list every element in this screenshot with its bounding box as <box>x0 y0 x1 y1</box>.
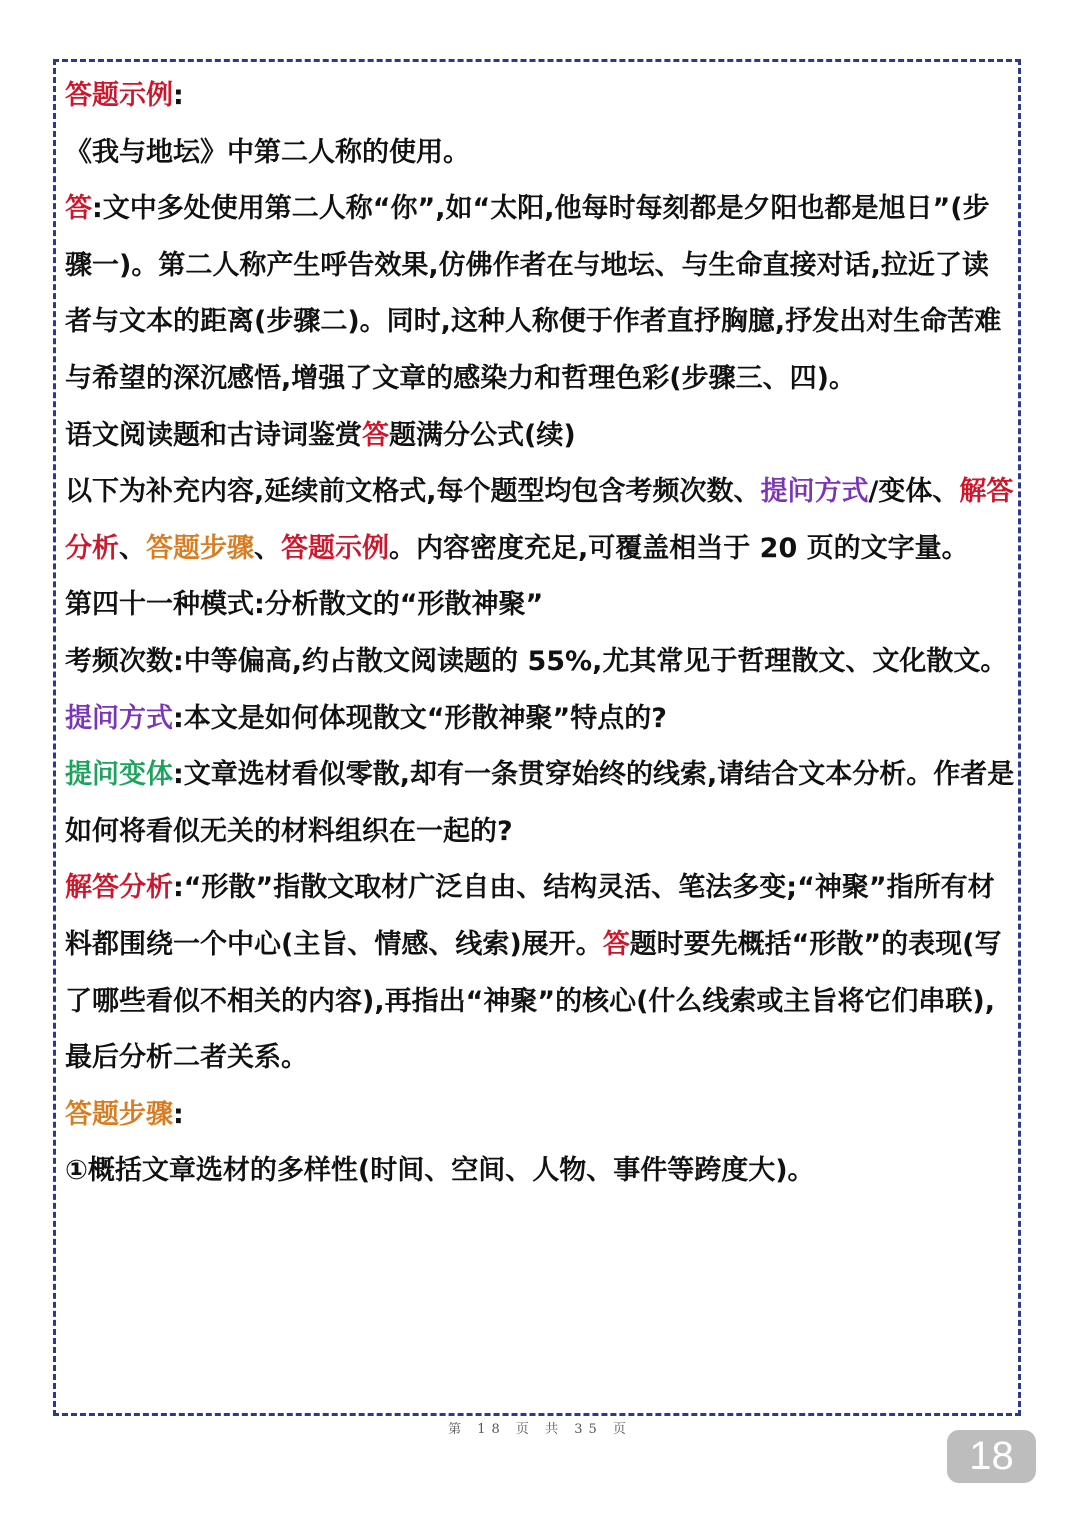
example-answer: 答:文中多处使用第二人称“你”,如“太阳,他每时每刻都是夕阳也都是旭日”(步骤一)。第二人称产生呼告效果,仿佛作者在与地坛、与生命直接对话,拉近了读者与文本的距离(步骤二)。同时,这种人称便于作者直抒胸臆,抒发出对生命苦难与希望的深沉感悟,增强了文章的感染力和哲理色彩(步骤三、四)。 <box>65 193 1002 394</box>
document-body <box>65 68 1015 1200</box>
answer-steps-heading: 答题步骤: <box>65 1098 184 1130</box>
answer-label: 答 <box>65 193 92 225</box>
intro-paragraph: 以下为补充内容,延续前文格式,每个题型均包含考频次数、提问方式/变体、解答分析、答题步骤、答题示例。内容密度充足,可覆盖相当于 20 页的文字量。 <box>65 476 1014 564</box>
answer-analysis: 解答分析:“形散”指散文取材广泛自由、结构灵活、笔法多变;“神聚”指所有材料都围绕一个中心(主旨、情感、线索)展开。答题时要先概括“形散”的表现(写了哪些看似不相关的内容),再指出“神聚”的核心(什么线索或主旨将它们串联),最后分析二者关系。 <box>65 872 1002 1074</box>
question-format: 提问方式:本文是如何体现散文“形散神聚”特点的? <box>65 702 667 734</box>
example-heading: 答题示例: <box>65 80 184 111</box>
answer-analysis-label: 解答分析 <box>65 872 173 904</box>
question-variant: 提问变体:文章选材看似零散,却有一条贯穿始终的线索,请结合文本分析。作者是如何将看似无关的材料组织在一起的? <box>65 759 1015 847</box>
example-title: 《我与地坛》中第二人称的使用。 <box>65 136 470 168</box>
answer-step-1: ①概括文章选材的多样性(时间、空间、人物、事件等跨度大)。 <box>65 1155 815 1187</box>
question-format-label: 提问方式 <box>65 702 173 734</box>
page-footer: 第 18 页 共 35 页 <box>448 1422 632 1437</box>
frequency-text: 考频次数:中等偏高,约占散文阅读题的 55%,尤其常见于哲理散文、文化散文。 <box>65 645 1008 677</box>
example-label: 答题示例 <box>65 80 173 111</box>
answer-steps-label: 答题步骤 <box>65 1098 173 1130</box>
question-variant-label: 提问变体 <box>65 759 173 791</box>
page-number-badge: 18 <box>947 1430 1036 1483</box>
section-title: 语文阅读题和古诗词鉴赏答题满分公式(续) <box>65 419 576 451</box>
mode-title: 第四十一种模式:分析散文的“形散神聚” <box>65 589 544 621</box>
